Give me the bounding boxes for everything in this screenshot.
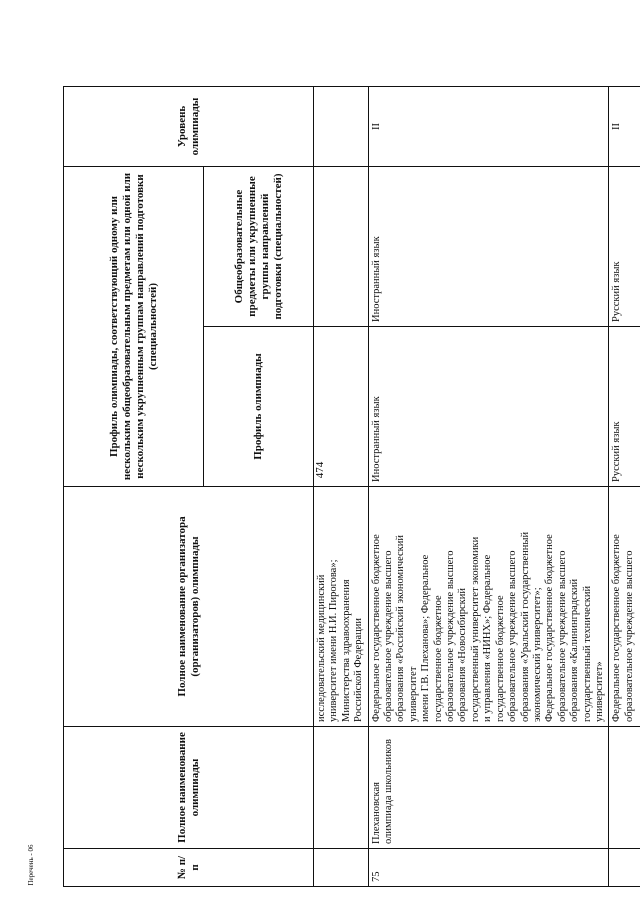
table-row	[609, 87, 640, 887]
cell-profile: Иностранный язык	[368, 327, 609, 487]
organizer-line: образовательное учреждение высшего	[383, 550, 395, 722]
cell-profile	[314, 327, 369, 487]
cell-num	[314, 849, 369, 887]
cell-name	[314, 727, 369, 849]
cell-level	[314, 87, 369, 167]
cell-organizer	[368, 487, 609, 727]
organizer-line: Министерства здравоохранения	[340, 579, 352, 722]
organizer-line: и управления «НИНХ»; Федеральное	[482, 554, 494, 722]
cell-organizer	[314, 487, 369, 727]
cell-name	[609, 727, 640, 849]
table-row	[368, 87, 609, 887]
organizer-line: имени Г.В. Плеханова»; Федеральное	[420, 554, 432, 722]
header-level: Уровень олимпиады	[64, 87, 314, 167]
organizer-line: Федеральное государственное бюджетное	[370, 534, 382, 722]
header-num: № п/п	[64, 849, 314, 887]
header-organizer: Полное наименование организатора (организаторов) олимпиады	[64, 487, 314, 727]
cell-level: II	[368, 87, 609, 167]
organizer-line: образовательное учреждение высшего	[623, 550, 635, 722]
organizer-line: Российской Федерации	[353, 618, 365, 722]
header-profile: Профиль олимпиады	[204, 327, 314, 487]
organizer-line: образования «Российский экономический	[395, 535, 407, 722]
organizer-line: университет	[407, 666, 419, 722]
organizer-line: образовательное учреждение высшего	[507, 550, 519, 722]
organizer-line: Федеральное государственное бюджетное	[544, 534, 556, 722]
olympiad-table-rotated	[63, 87, 635, 887]
page-number: 474	[314, 461, 326, 479]
organizer-line: образовательное учреждение высшего	[445, 550, 457, 722]
organizer-line: образовательное учреждение высшего	[556, 550, 568, 722]
cell-name: Плехановская олимпиада школьников	[368, 727, 609, 849]
organizer-line: университет»	[593, 661, 605, 722]
organizer-line: государственное бюджетное	[494, 595, 506, 722]
organizer-line: образования «Новосибирский	[457, 588, 469, 722]
cell-num: 75	[368, 849, 609, 887]
header-subjects: Общеобразовательные предметы или укрупненные группы направлений подготовки (специальностей)	[204, 167, 314, 327]
header-name: Полное наименование олимпиады	[64, 727, 314, 849]
table-row	[314, 87, 369, 887]
footer-label: Перечень - 06	[27, 844, 35, 886]
cell-profile: Русский язык	[609, 327, 640, 487]
organizer-line: Федеральное государственное бюджетное	[611, 534, 623, 722]
cell-level: II	[609, 87, 640, 167]
organizer-line: образования «Уральский государственный	[519, 531, 531, 722]
organizer-line: университет имени Н.И. Пирогова»;	[328, 559, 340, 722]
cell-subject	[314, 167, 369, 327]
cell-subject: Русский язык	[609, 167, 640, 327]
organizer-line: государственный университет экономики	[469, 536, 481, 722]
organizer-line: экономический университет»;	[531, 587, 543, 722]
cell-subject: Иностранный язык	[368, 167, 609, 327]
header-profile-group: Профиль олимпиады, соответствующий одному или нескольким общеобразовательным предметам или одной или нескольким укрупненным группам направлений подготовки (специальностей)	[64, 167, 204, 487]
organizer-line: государственное бюджетное	[432, 595, 444, 722]
organizer-line: государственный технический	[581, 585, 593, 722]
organizer-line: исследовательский медицинский	[316, 574, 327, 722]
cell-num	[609, 849, 640, 887]
cell-organizer	[609, 487, 640, 727]
organizer-line: образования «Калининградский	[569, 578, 581, 722]
olympiad-table	[63, 86, 640, 887]
